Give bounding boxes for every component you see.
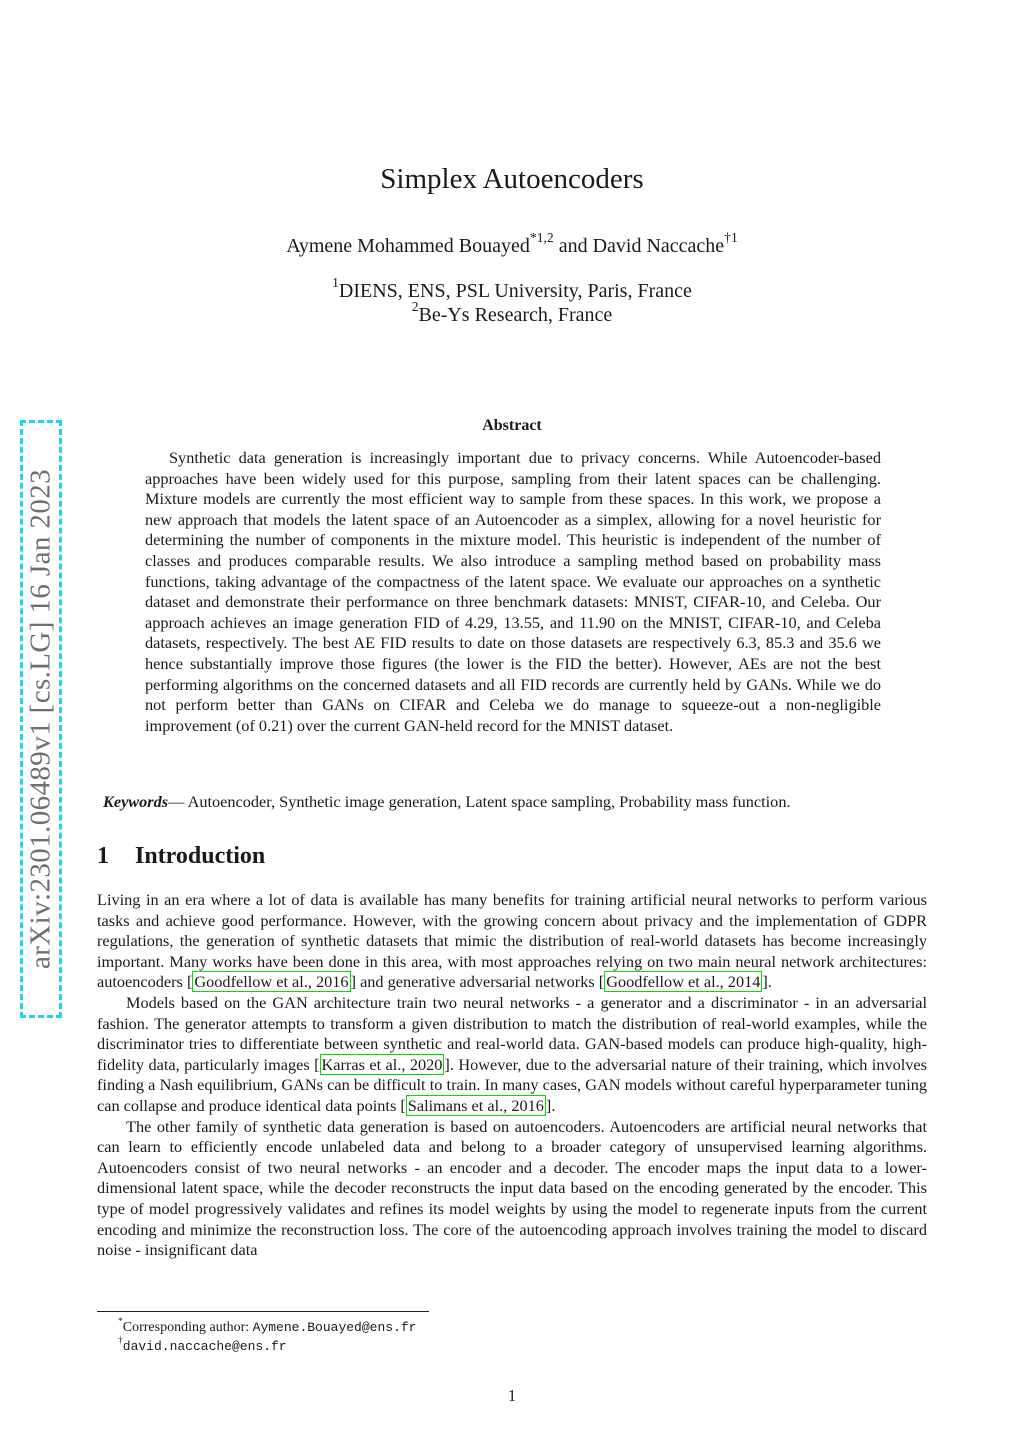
keywords-text: Autoencoder, Synthetic image generation, Latent space sampling, Probability mass function. <box>187 792 791 811</box>
introduction-body <box>97 890 927 1261</box>
footnotes <box>118 1318 416 1356</box>
paragraph-1: Living in an era where a lot of data is available has many benefits for training artificial neural networks to perform various tasks and achieve good performance. However, with the growing concern about privacy and the implementation of GDPR regulations, the generation of synthetic datasets that mimic the distribution of real-world datasets has become increasingly important. Many works have been done in this area, with most approaches relying on two main neural network architectures: autoencoders [ Goodfellow et al., 2016 ] and generative adversarial networks [ Goodfellow et al., 2014 ]. <box>97 890 927 992</box>
author-2-marks: †1 <box>724 230 738 246</box>
footnote-email[interactable]: david.naccache@ens.fr <box>122 1339 287 1354</box>
author-1: Aymene Mohammed Bouayed <box>286 235 530 257</box>
keywords-label: Keywords <box>103 792 169 811</box>
paper-title: Simplex Autoencoders <box>380 163 644 195</box>
section-title: Introduction <box>135 843 266 869</box>
affiliation-2: $^2$Be-Ys Research, France <box>411 299 613 326</box>
footnote-divider <box>97 1311 429 1312</box>
citation-link[interactable]: Karras et al., 2020 <box>321 1054 443 1074</box>
abstract-heading: Abstract <box>482 417 542 434</box>
section-number: 1 <box>97 843 109 869</box>
author-1-marks: *1,2 <box>529 230 554 246</box>
paragraph-2: Models based on the GAN architecture train two neural networks - a generator and a discriminator - in an adversarial fashion. The generator attempts to transform a given distribution to match the distribution of real-world examples, while the discriminator tries to differentiate between synthetic and real-world data. GAN-based models can produce high-quality, high-fidelity data, particularly images [ Karras et al., 2020 ]. However, due to the adversarial nature of their training, which involves finding a Nash equilibrium, GANs can be difficult to train. In many cases, GAN models without careful hyperparameter tuning can collapse and produce identical data points [ Salimans et al., 2016 ]. <box>97 992 927 1115</box>
keywords <box>103 792 933 813</box>
footnote-1: *Corresponding author: Aymene.Bouayed@ens.fr <box>118 1316 417 1335</box>
paragraph-3: The other family of synthetic data generation is based on autoencoders. Autoencoders are artificial neural networks that can learn to efficiently encode unlabeled data and belong to a broader category of unsupervised learning algorithms. Autoencoders consist of two neural networks - an encoder and a decoder. The encoder maps the input data to a lower-dimensional latent space, while the decoder reconstructs the input data based on the encoding generated by the encoder. This type of model progressively validates and refines its model weights by using the model to regenerate inputs from the current encoding and minimize the reconstruction loss. The core of the autoencoding approach involves training the model to discard noise - insignificant data <box>97 1116 927 1260</box>
abstract-text: Synthetic data generation is increasingly important due to privacy concerns. While Autoencoder-based approaches have been widely used for this purpose, sampling from their latent spaces can be challenging. Mixture models are currently the most efficient way to sample from these spaces. In this work, we propose a new approach that models the latent space of an Autoencoder as a simplex, allowing for a novel heuristic for determining the number of components in the mixture model. This heuristic is independent of the number of classes and produces comparable results. We also introduce a sampling method based on probability mass functions, taking advantage of the compactness of the latent space. We evaluate our approaches on a synthetic dataset and demonstrate their performance on three benchmark datasets: MNIST, CIFAR-10, and Celeba. Our approach achieves an image generation FID of 4.29, 13.55, and 11.90 on the MNIST, CIFAR-10, and Celeba datasets, respectively. The best AE FID results to date on those datasets are respectively 6.3, 85.3 and 35.6 we hence substantially improve those figures (the lower is the FID the better). However, AEs are not the best performing algorithms on the concerned datasets and all FID records are currently held by GANs. While we do not perform better than GANs on CIFAR and Celeba we do manage to squeeze-out a non-negligible improvement (of 0.21) over the current GAN-held record for the MNIST dataset. <box>145 448 881 735</box>
arxiv-identifier[interactable]: arXiv:2301.06489v1 [cs.LG] 16 Jan 2023 <box>24 468 57 970</box>
citation-link[interactable]: Goodfellow et al., 2016 <box>194 972 349 992</box>
author-2: and David Naccache <box>558 235 725 257</box>
footnote-email[interactable]: Aymene.Bouayed@ens.fr <box>252 1320 417 1335</box>
author-line <box>0 230 1024 258</box>
citation-link[interactable]: Salimans et al., 2016 <box>407 1095 544 1115</box>
affiliation-1: $^1$DIENS, ENS, PSL University, Paris, France <box>332 275 692 302</box>
keywords-dash: — <box>168 792 188 811</box>
page-number: 1 <box>507 1386 517 1405</box>
citation-link[interactable]: Goodfellow et al., 2014 <box>606 972 761 992</box>
footnote-2: †david.naccache@ens.fr <box>118 1335 287 1354</box>
section-heading-introduction <box>97 843 265 870</box>
